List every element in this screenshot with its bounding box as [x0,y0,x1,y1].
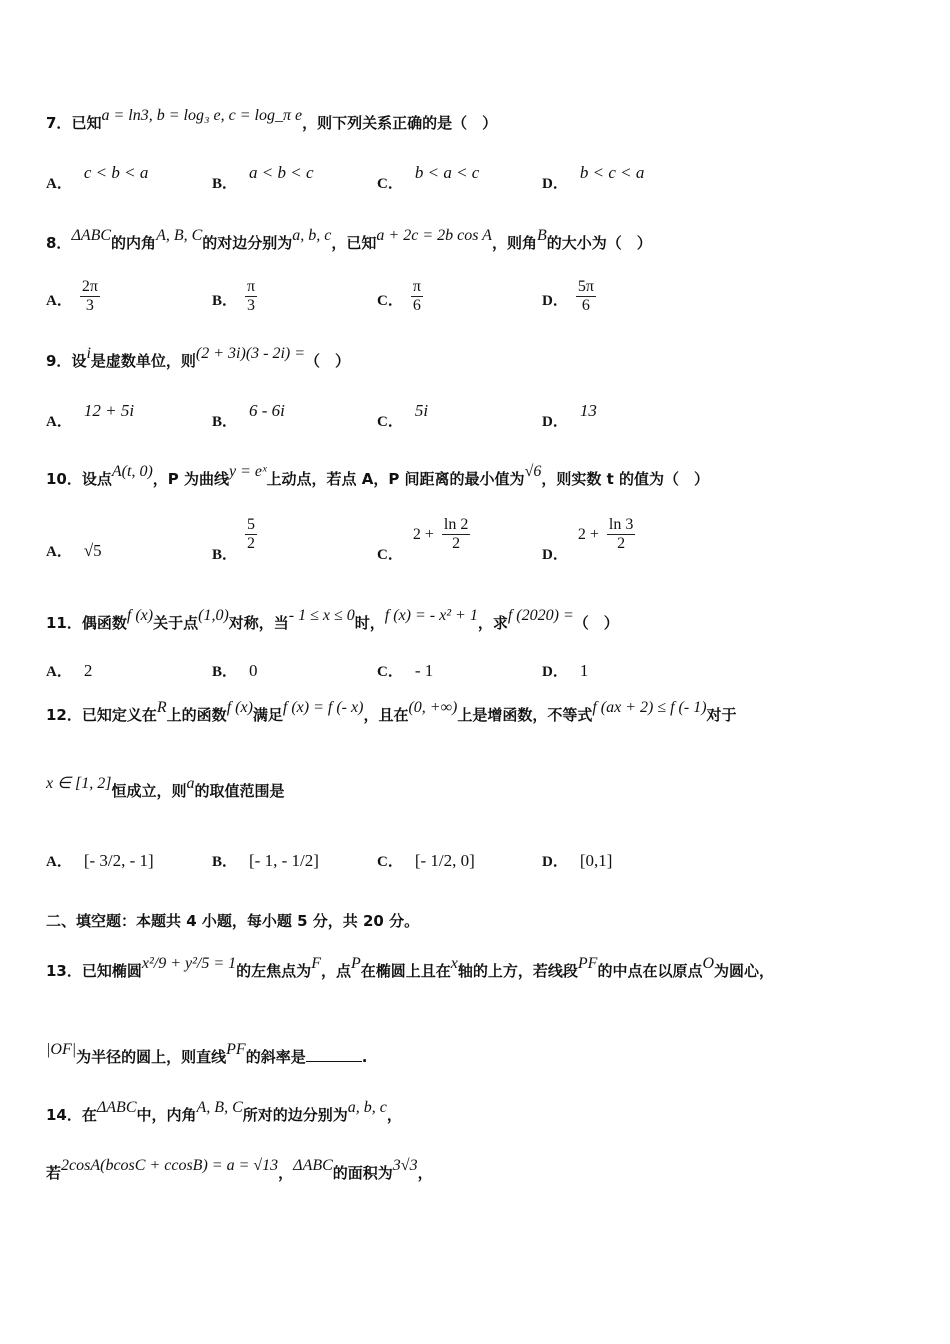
q11-option-d[interactable]: D． 1 [542,661,589,680]
q9-option-c[interactable]: C．5i [377,401,429,430]
q9-option-b[interactable]: B．6 - 6i [212,401,285,430]
q12-option-b[interactable]: B． [- 1, - 1/2] [212,851,319,870]
q10-option-d[interactable]: D．2 + $\frac{\ln 3}{2}$ [542,516,634,563]
q7-option-d[interactable]: D．b < c < a [542,163,645,192]
q11-option-a[interactable]: A． 2 [46,661,93,680]
q9-option-d[interactable]: D．13 [542,401,597,430]
q12-option-a[interactable]: A． [- 3/2, - 1] [46,851,154,870]
q11-stem: 11．偶函数f (x)关于点(1,0)对称，当- 1 ≤ x ≤ 0时，f (x) = - x² + 1，求f (2020) =（ ） [46,607,619,632]
q13-stem-line1: 13．已知椭圆x²/9 + y²/5 = 1的左焦点为F，点P在椭圆上且在x轴的上方，若线段PF的中点在以原点O为圆心， [46,955,775,980]
q11-option-c[interactable]: C． - 1 [377,661,434,680]
q7-stem: 7．已知a = ln3, b = log₃ e, c = log_π e，则下列关系正确的是（ ） [46,107,498,132]
q8-option-d[interactable]: D． $\frac{5\pi}{6}$ [542,278,594,314]
q8-option-a[interactable]: A． $\frac{2\pi}{3}$ [46,278,98,314]
q9-stem: 9．设i是虚数单位，则(2 + 3i)(3 - 2i) =（ ） [46,345,351,370]
q8-option-c[interactable]: C． $\frac{\pi}{6}$ [377,278,421,314]
q12-stem-line1: 12．已知定义在R上的函数f (x)满足f (x) = f (- x)，且在(0, +∞)上是增函数，不等式f (ax + 2) ≤ f (- 1)对于 [46,699,737,724]
q10-option-b[interactable]: B． $\frac{5}{2}$ [212,516,256,563]
q12-option-d[interactable]: D． [0,1] [542,851,613,870]
q14-stem-line1: 14．在ΔABC中，内角A, B, C所对的边分别为a, b, c， [46,1099,402,1124]
q14-stem-line2: 若2cosA(bcosC + ccosB) = a = √13，ΔABC的面积为3√3， [46,1157,433,1182]
answer-blank[interactable] [306,1061,362,1062]
q7-option-b[interactable]: B．a < b < c [212,163,314,192]
q8-option-b[interactable]: B． $\frac{\pi}{3}$ [212,278,256,314]
q13-stem-line2: |OF|为半径的圆上，则直线PF的斜率是 . [46,1041,368,1066]
section-heading: 二、填空题：本题共 4 小题，每小题 5 分，共 20 分。 [46,912,420,930]
q7-option-a[interactable]: A．c < b < a [46,163,149,192]
q12-option-c[interactable]: C． [- 1/2, 0] [377,851,475,870]
q12-stem-line2: x ∈ [1, 2]恒成立，则a的取值范围是 [46,775,285,800]
q10-option-c[interactable]: C．2 + $\frac{\ln 2}{2}$ [377,516,469,563]
q8-stem: 8．ΔABC的内角A, B, C的对边分别为a, b, c，已知a + 2c = 2b cos A，则角B的大小为（ ） [46,227,652,252]
q11-option-b[interactable]: B． 0 [212,661,258,680]
q10-stem: 10．设点A(t, 0)，P 为曲线y = eˣ上动点，若点 A，P 间距离的最小值为√6，则实数 t 的值为（ ） [46,463,709,488]
q7-option-c[interactable]: C．b < a < c [377,163,480,192]
q9-option-a[interactable]: A．12 + 5i [46,401,135,430]
q10-option-a[interactable]: A． √5 [46,541,102,560]
